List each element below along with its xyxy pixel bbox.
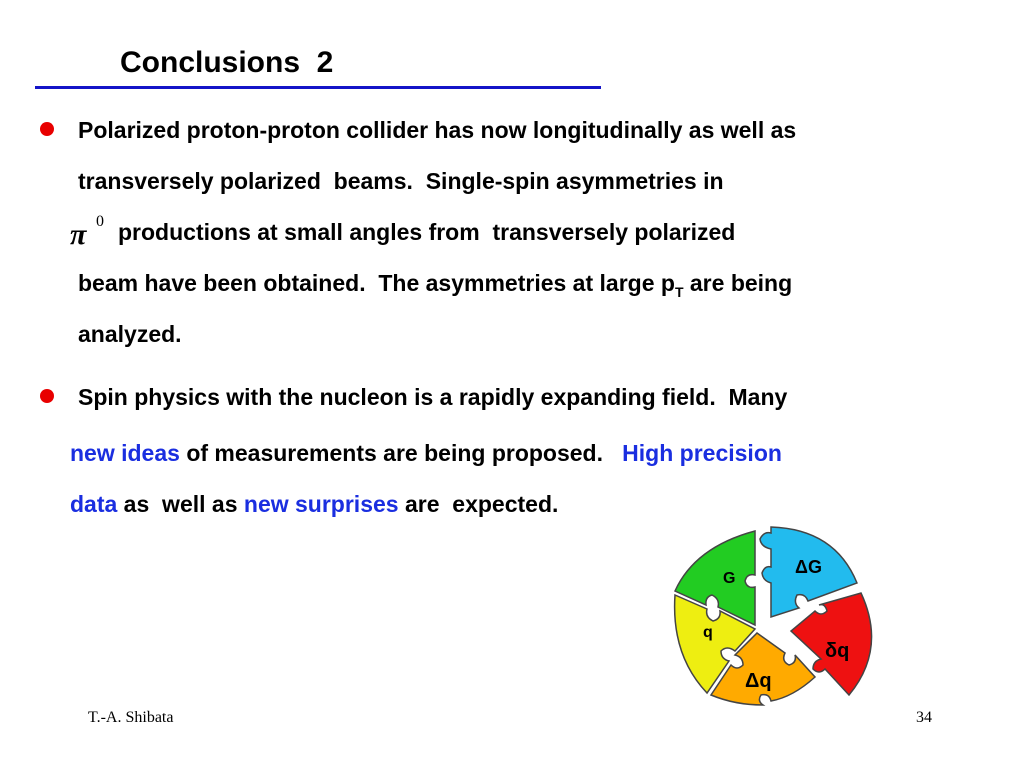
label-delta-q-large: Δq (745, 670, 772, 692)
label-g: G (723, 570, 736, 587)
pi-superscript: 0 (96, 213, 104, 230)
bullet-2-line-1: Spin physics with the nucleon is a rapidly expanding field. Many (78, 384, 788, 410)
high-precision-highlight: High precision (622, 440, 782, 466)
bullet-1-line-3: productions at small angles from transversely polarized (118, 219, 736, 245)
new-ideas-highlight: new ideas (70, 440, 180, 466)
bullet-1-line-2: transversely polarized beams. Single-spin asymmetries in (78, 168, 724, 194)
pt-subscript: T (674, 284, 684, 300)
bullet-2-marker (40, 389, 54, 403)
pi-symbol: π (70, 218, 87, 251)
new-surprises-highlight: new surprises (243, 491, 399, 517)
data-highlight: data (70, 491, 118, 517)
label-q: q (703, 624, 713, 641)
bullet-2-line-2-text: of measurements are being proposed. (179, 440, 623, 466)
bullet-1-line-4 (78, 269, 792, 300)
bullet-2-line-3-text-b: are expected. (398, 491, 559, 517)
bullet-1-line-1: Polarized proton-proton collider has now longitudinally as well as (78, 117, 797, 143)
bullet-2-line-3 (70, 490, 558, 518)
spin-puzzle-graphic (665, 525, 885, 715)
bullet-1-line-4-a: beam have been obtained. The asymmetries at large p (78, 270, 675, 296)
title-underline (35, 86, 601, 89)
bullet-1-line-4-b: are being (683, 270, 793, 296)
label-delta-q-small: δq (825, 640, 850, 662)
bullet-2-line-3-text-a: as well as (117, 491, 244, 517)
label-delta-g: ΔG (795, 557, 822, 577)
bullet-2-line-2 (70, 439, 782, 467)
bullet-1-line-5: analyzed. (78, 321, 182, 347)
slide-title: Conclusions 2 (120, 46, 334, 79)
footer-author: T.-A. Shibata (88, 709, 174, 726)
footer-page-number: 34 (916, 709, 932, 726)
bullet-1-marker (40, 122, 54, 136)
